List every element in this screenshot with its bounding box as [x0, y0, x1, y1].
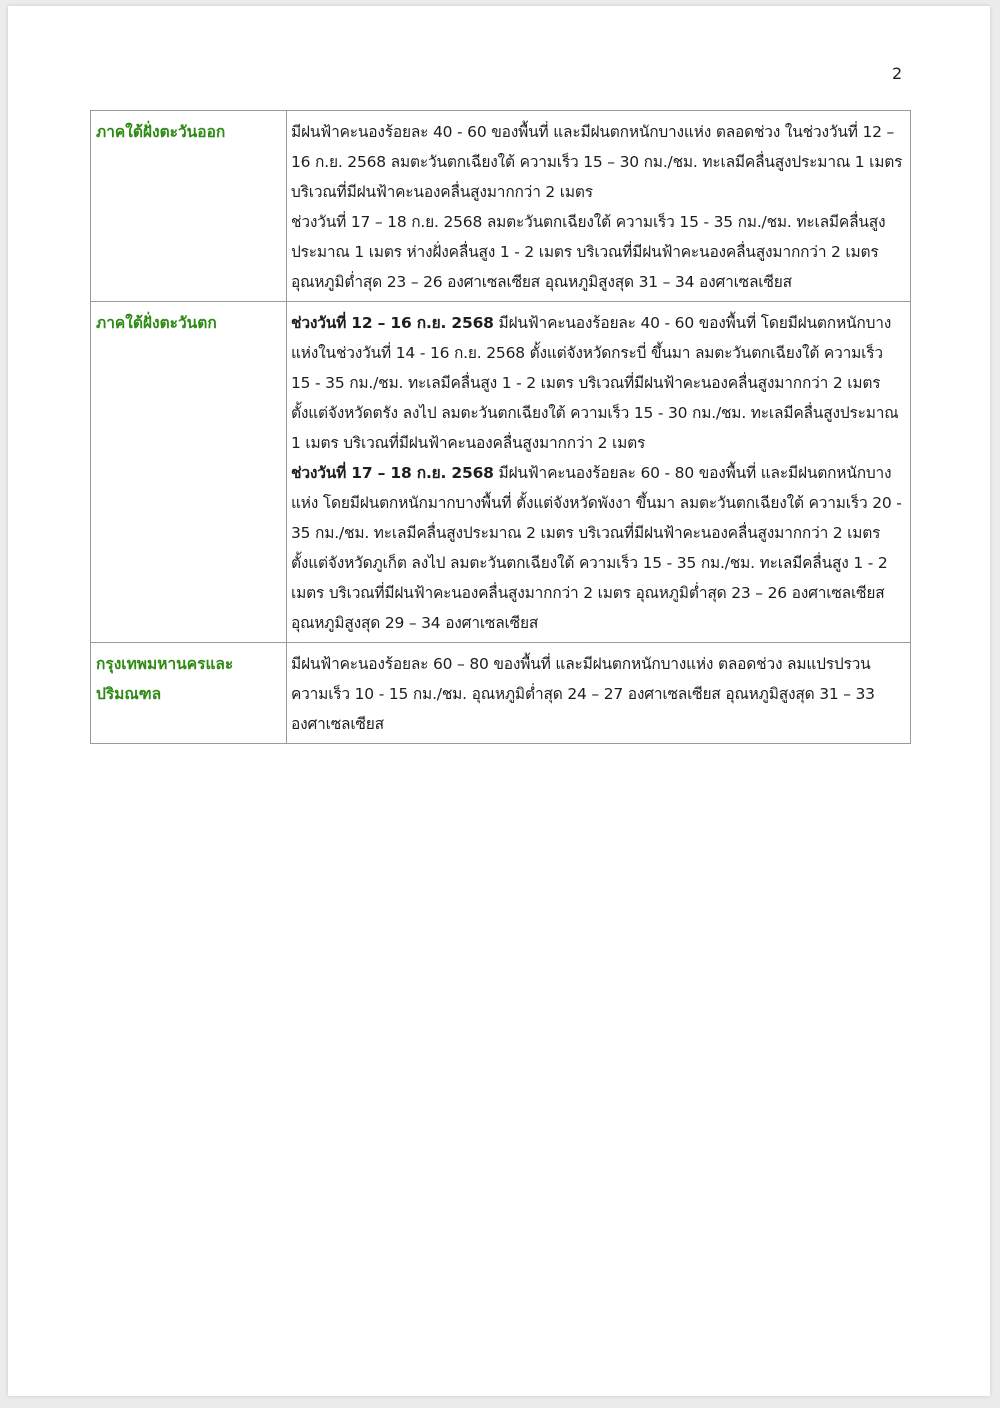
table-row: [91, 111, 911, 302]
forecast-paragraph: [291, 649, 906, 739]
period-heading: ช่วงวันที่ 12 – 16 ก.ย. 2568: [291, 314, 494, 332]
document-page: [8, 6, 990, 1396]
forecast-detail-cell: [287, 643, 911, 744]
forecast-paragraph: [291, 207, 906, 297]
region-cell: ภาคใต้ฝั่งตะวันตก: [91, 302, 287, 643]
page-number: 2: [892, 64, 903, 83]
forecast-paragraph: [291, 117, 906, 207]
forecast-text: มีฝนฟ้าคะนองร้อยละ 60 - 80 ของพื้นที่ และมีฝนตกหนักบางแห่ง โดยมีฝนตกหนักมากบางพื้นที่ ตั้งแต่จังหวัดพังงา ขึ้นมา ลมตะวันตกเฉียงใต้ ความเร็ว 20 - 35 กม./ชม. ทะเลมีคลื่นสูงประมาณ 2 เมตร บริเวณที่มีฝนฟ้าคะนองคลื่นสูงมากกว่า 2 เมตร ตั้งแต่จังหวัดภูเก็ต ลงไป ลมตะวันตกเฉียงใต้ ความเร็ว 15 - 35 กม./ชม. ทะเลมีคลื่นสูง 1 - 2 เมตร บริเวณที่มีฝนฟ้าคะนองคลื่นสูงมากกว่า 2 เมตร อุณหภูมิต่ำสุด 23 – 26 องศาเซลเซียส อุณหภูมิสูงสุด 29 – 34 องศาเซลเซียส: [291, 464, 902, 632]
region-cell: ภาคใต้ฝั่งตะวันออก: [91, 111, 287, 302]
forecast-paragraph: [291, 458, 906, 638]
forecast-text: ช่วงวันที่ 17 – 18 ก.ย. 2568 ลมตะวันตกเฉียงใต้ ความเร็ว 15 - 35 กม./ชม. ทะเลมีคลื่นสูงประมาณ 1 เมตร ห่างฝั่งคลื่นสูง 1 - 2 เมตร บริเวณที่มีฝนฟ้าคะนองคลื่นสูงมากกว่า 2 เมตร อุณหภูมิต่ำสุด 23 – 26 องศาเซลเซียส อุณหภูมิสูงสุด 31 – 34 องศาเซลเซียส: [291, 213, 886, 291]
forecast-text: มีฝนฟ้าคะนองร้อยละ 40 - 60 ของพื้นที่ โดยมีฝนตกหนักบางแห่งในช่วงวันที่ 14 - 16 ก.ย. 2568 ตั้งแต่จังหวัดกระบี่ ขึ้นมา ลมตะวันตกเฉียงใต้ ความเร็ว 15 - 35 กม./ชม. ทะเลมีคลื่นสูง 1 - 2 เมตร บริเวณที่มีฝนฟ้าคะนองคลื่นสูงมากกว่า 2 เมตร ตั้งแต่จังหวัดตรัง ลงไป ลมตะวันตกเฉียงใต้ ความเร็ว 15 - 30 กม./ชม. ทะเลมีคลื่นสูงประมาณ 1 เมตร บริเวณที่มีฝนฟ้าคะนองคลื่นสูงมากกว่า 2 เมตร: [291, 314, 899, 452]
period-heading: ช่วงวันที่ 17 – 18 ก.ย. 2568: [291, 464, 494, 482]
region-cell: กรุงเทพมหานครและปริมณฑล: [91, 643, 287, 744]
forecast-table: [90, 110, 911, 744]
forecast-paragraph: [291, 308, 906, 458]
forecast-detail-cell: [287, 302, 911, 643]
forecast-text: มีฝนฟ้าคะนองร้อยละ 40 - 60 ของพื้นที่ และมีฝนตกหนักบางแห่ง ตลอดช่วง ในช่วงวันที่ 12 – 16 ก.ย. 2568 ลมตะวันตกเฉียงใต้ ความเร็ว 15 – 30 กม./ชม. ทะเลมีคลื่นสูงประมาณ 1 เมตร บริเวณที่มีฝนฟ้าคะนองคลื่นสูงมากกว่า 2 เมตร: [291, 123, 903, 201]
forecast-detail-cell: [287, 111, 911, 302]
table-row: [91, 643, 911, 744]
table-row: [91, 302, 911, 643]
forecast-text: มีฝนฟ้าคะนองร้อยละ 60 – 80 ของพื้นที่ และมีฝนตกหนักบางแห่ง ตลอดช่วง ลมแปรปรวน ความเร็ว 10 - 15 กม./ชม. อุณหภูมิต่ำสุด 24 – 27 องศาเซลเซียส อุณหภูมิสูงสุด 31 – 33 องศาเซลเซียส: [291, 655, 875, 733]
